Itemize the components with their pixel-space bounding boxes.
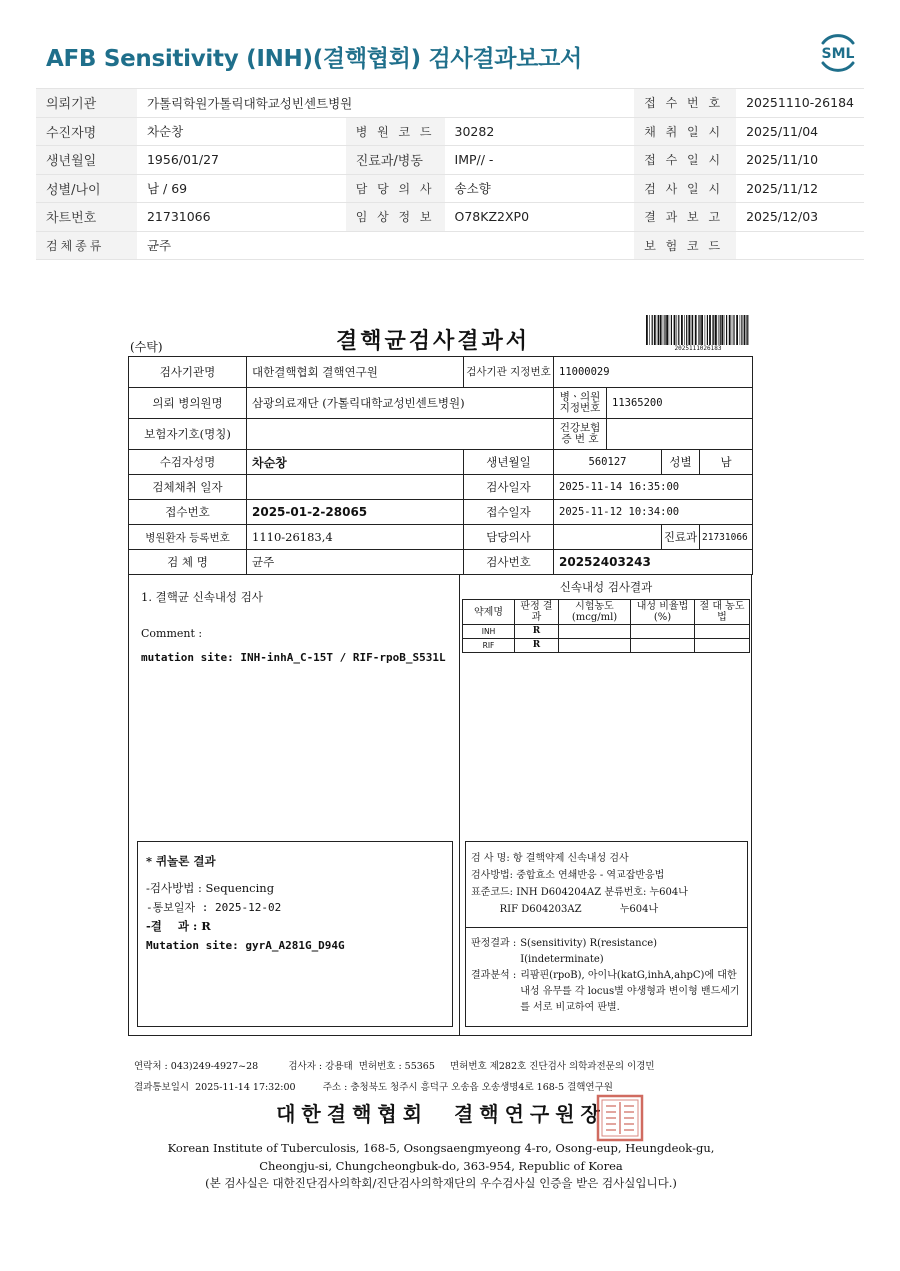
quinolone-method: -검사방법 : Sequencing — [146, 881, 275, 895]
receipt-date-label: 접 수 일 시 — [634, 146, 736, 175]
table-row — [129, 525, 753, 550]
info-row — [36, 146, 864, 175]
insurance-code-label: 보 험 코 드 — [634, 231, 736, 260]
comment-label: Comment : — [141, 627, 203, 640]
drug-name: INH — [463, 625, 515, 639]
registration-no-value: 1110-26183,4 — [247, 525, 464, 550]
drug-conc — [559, 625, 631, 639]
department-label: 진료과/병동 — [346, 146, 445, 175]
info-row — [36, 117, 864, 146]
method-line: 표준코드: INH D604204AZ 분류번호: 누604나 — [471, 887, 688, 898]
report-info-table — [36, 88, 864, 260]
scanned-result-document — [126, 312, 756, 1192]
method-line: 검 사 명: 항 결핵약제 신속내성 검사 — [471, 853, 629, 864]
method-line: RIF D604203AZ 누604나 — [471, 904, 659, 915]
info-row — [36, 203, 864, 232]
hospital-no-label: 병ㆍ의원 지정번호 — [554, 388, 607, 419]
exam-date-value: 2025-11-14 16:35:00 — [554, 475, 753, 500]
report-date-value: 2025/12/03 — [736, 203, 864, 232]
department-value: IMP// - — [445, 146, 635, 175]
table-row — [463, 600, 750, 625]
analysis-text: 리팜핀(rpoB), 아이나(katG,inhA,ahpC)에 대한 내성 유무를 각 locus별 야생형과 변이형 밴드세기를 서로 비교하여 판별. — [520, 970, 740, 1013]
birth-date-value: 1956/01/27 — [137, 146, 346, 175]
table-row — [129, 450, 753, 475]
judgement-box — [465, 927, 748, 1027]
table-row — [129, 500, 753, 525]
method-info-box — [465, 841, 748, 927]
drug-conc — [559, 639, 631, 653]
info-row — [36, 174, 864, 203]
attending-doctor-value — [554, 525, 662, 550]
drug-result: R — [515, 625, 559, 639]
requesting-org-label: 의뢰기관 — [36, 89, 137, 118]
address-line: Korean Institute of Tuberculosis, 168-5, Osongsaengmyeong 4-ro, Osong-eup, Heungdeok-gu, — [167, 1141, 715, 1155]
info-row — [36, 231, 864, 260]
org-no-value: 11000029 — [554, 357, 753, 388]
receipt-date-value: 2025/11/10 — [736, 146, 864, 175]
table-row — [463, 625, 750, 639]
sex-value: 남 — [700, 450, 753, 475]
mutation-site-text: mutation site: INH-inhA_C-15T / RIF-rpoB_S531L — [141, 651, 446, 664]
birth-label: 생년월일 — [464, 450, 554, 475]
drug-result: R — [515, 639, 559, 653]
table-row — [129, 357, 753, 388]
patient-info-grid — [128, 356, 753, 575]
institute-address — [126, 1140, 756, 1193]
sex-age-value: 남 / 69 — [137, 174, 346, 203]
receipt-day-label: 접수일자 — [464, 500, 554, 525]
header-absolute: 절 대 농도법 — [695, 600, 750, 625]
drug-abs — [695, 639, 750, 653]
collect-date-label: 검체채취 일자 — [129, 475, 247, 500]
dept-label: 진료과 — [662, 525, 700, 550]
registration-no-label: 병원환자 등록번호 — [129, 525, 247, 550]
table-row — [129, 475, 753, 500]
insurance-code-value — [736, 231, 864, 260]
clinical-info-label: 임 상 정 보 — [346, 203, 445, 232]
collection-date-value: 2025/11/04 — [736, 117, 864, 146]
receipt-number-label: 접수번호 — [129, 500, 247, 525]
analysis-row — [471, 968, 742, 1016]
logo-text: SML — [821, 46, 855, 62]
header-ratio: 내성 비율법(%) — [631, 600, 695, 625]
org-label: 검사기관명 — [129, 357, 247, 388]
header-drug: 약제명 — [463, 600, 515, 625]
rapid-result-title: 신속내성 검사결과 — [559, 580, 653, 594]
test-date-value: 2025/11/12 — [736, 174, 864, 203]
notification-line: 결과통보일시 2025-11-14 17:32:00 주소 : 충청북도 청주시 흥덕구 오송읍 오송생명4로 168-5 결핵연구원 — [134, 1082, 613, 1093]
drug-ratio — [631, 625, 695, 639]
table-row — [463, 639, 750, 653]
result-section — [128, 574, 752, 1036]
test-number-value: 20252403243 — [554, 550, 753, 575]
judgement-label: 판정결과 : — [471, 938, 517, 949]
certification-note: (본 검사실은 대한진단검사의학회/진단검사의학재단의 우수검사실 인증을 받은 검사실입니다.) — [205, 1176, 677, 1190]
contact-line: 연락처 : 043)249-4927~28 검사자 : 강용태 면허번호 : 55365 면허번호 제282호 진단검사 의학과전문의 이경민 — [134, 1061, 655, 1072]
result-left-panel — [129, 575, 460, 1035]
drug-name: RIF — [463, 639, 515, 653]
collection-date-label: 채 취 일 시 — [634, 117, 736, 146]
patient-value: 차순창 — [247, 450, 464, 475]
patient-name-value: 차순창 — [137, 117, 346, 146]
sex-label: 성별 — [662, 450, 700, 475]
hospital-no-value: 11365200 — [607, 388, 753, 419]
header-concentration: 시험농도 (mcg/ml) — [559, 600, 631, 625]
info-row — [36, 89, 864, 118]
institute-name: 대한결핵협회 결핵연구원장 — [276, 1102, 606, 1126]
table-row — [129, 388, 753, 419]
health-insurance-value — [607, 419, 753, 450]
doctor-value: 송소향 — [445, 174, 635, 203]
barcode-icon — [646, 315, 750, 345]
quinolone-result-box — [137, 841, 453, 1027]
collect-date-value — [247, 475, 464, 500]
quinolone-title: * 퀴놀론 결과 — [146, 854, 216, 868]
table-row — [129, 419, 753, 450]
quinolone-result: -결 과 : R — [146, 919, 211, 933]
method-line: 검사방법: 중합효소 연쇄반응 - 역교잡반응법 — [471, 870, 665, 881]
judgement-text: S(sensitivity) R(resistance) I(indeterminate) — [520, 938, 658, 965]
specimen-type-value: 균주 — [137, 231, 634, 260]
hospital-label: 의뢰 병의원명 — [129, 388, 247, 419]
hospital-code-label: 병 원 코 드 — [346, 117, 445, 146]
attending-doctor-label: 담당의사 — [464, 525, 554, 550]
requesting-org-value: 가톨릭학원가톨릭대학교성빈센트병원 — [137, 89, 634, 118]
drug-ratio — [631, 639, 695, 653]
document-title: 결핵균검사결과서 — [336, 328, 531, 354]
insurer-value — [247, 419, 554, 450]
patient-name-label: 수진자명 — [36, 117, 137, 146]
official-seal-icon — [596, 1094, 644, 1142]
health-insurance-label: 건강보험 증 번 호 — [554, 419, 607, 450]
receipt-day-value: 2025-11-12 10:34:00 — [554, 500, 753, 525]
org-value: 대한결핵협회 결핵연구원 — [247, 357, 464, 388]
consignment-label: (수탁) — [130, 340, 163, 354]
test-number-label: 검사번호 — [464, 550, 554, 575]
receipt-no-value: 20251110-26184 — [736, 89, 864, 118]
address-line: Cheongju-si, Chungcheongbuk-do, 363-954, Republic of Korea — [259, 1158, 623, 1173]
drug-abs — [695, 625, 750, 639]
birth-date-label: 생년월일 — [36, 146, 137, 175]
clinical-info-value: O78KZ2XP0 — [445, 203, 635, 232]
section-title: 1. 결핵균 신속내성 검사 — [141, 590, 263, 604]
birth-value: 560127 — [554, 450, 662, 475]
quinolone-mutation: Mutation site: gyrA_A281G_D94G — [146, 939, 345, 952]
dept-value: 21731066 — [700, 525, 753, 550]
chart-no-label: 차트번호 — [36, 203, 137, 232]
hospital-code-value: 30282 — [445, 117, 635, 146]
barcode-number: 2025111026183 — [674, 345, 722, 352]
sensitivity-table — [462, 599, 750, 653]
page-title: AFB Sensitivity (INH)(결핵협회) 검사결과보고서 — [46, 46, 582, 72]
sex-age-label: 성별/나이 — [36, 174, 137, 203]
test-date-label: 검 사 일 시 — [634, 174, 736, 203]
receipt-number-value: 2025-01-2-28065 — [247, 500, 464, 525]
header-judgement: 판정 결과 — [515, 600, 559, 625]
org-no-label: 검사기관 지정번호 — [464, 357, 554, 388]
patient-label: 수검자성명 — [129, 450, 247, 475]
doctor-label: 담 당 의 사 — [346, 174, 445, 203]
specimen-type-label: 검체종류 — [36, 231, 137, 260]
hospital-value: 삼광의료재단 (가톨릭대학교성빈센트병원) — [247, 388, 554, 419]
specimen-name-label: 검 체 명 — [129, 550, 247, 575]
specimen-name-value: 균주 — [247, 550, 464, 575]
table-row — [129, 550, 753, 575]
report-date-label: 결 과 보 고 — [634, 203, 736, 232]
quinolone-date: -통보일자 : 2025-12-02 — [146, 901, 282, 914]
exam-date-label: 검사일자 — [464, 475, 554, 500]
analysis-label: 결과분석 : — [471, 970, 517, 981]
receipt-no-label: 접 수 번 호 — [634, 89, 736, 118]
insurer-label: 보험자기호(명칭) — [129, 419, 247, 450]
sml-logo-icon — [815, 30, 861, 76]
judgement-row — [471, 936, 742, 968]
chart-no-value: 21731066 — [137, 203, 346, 232]
